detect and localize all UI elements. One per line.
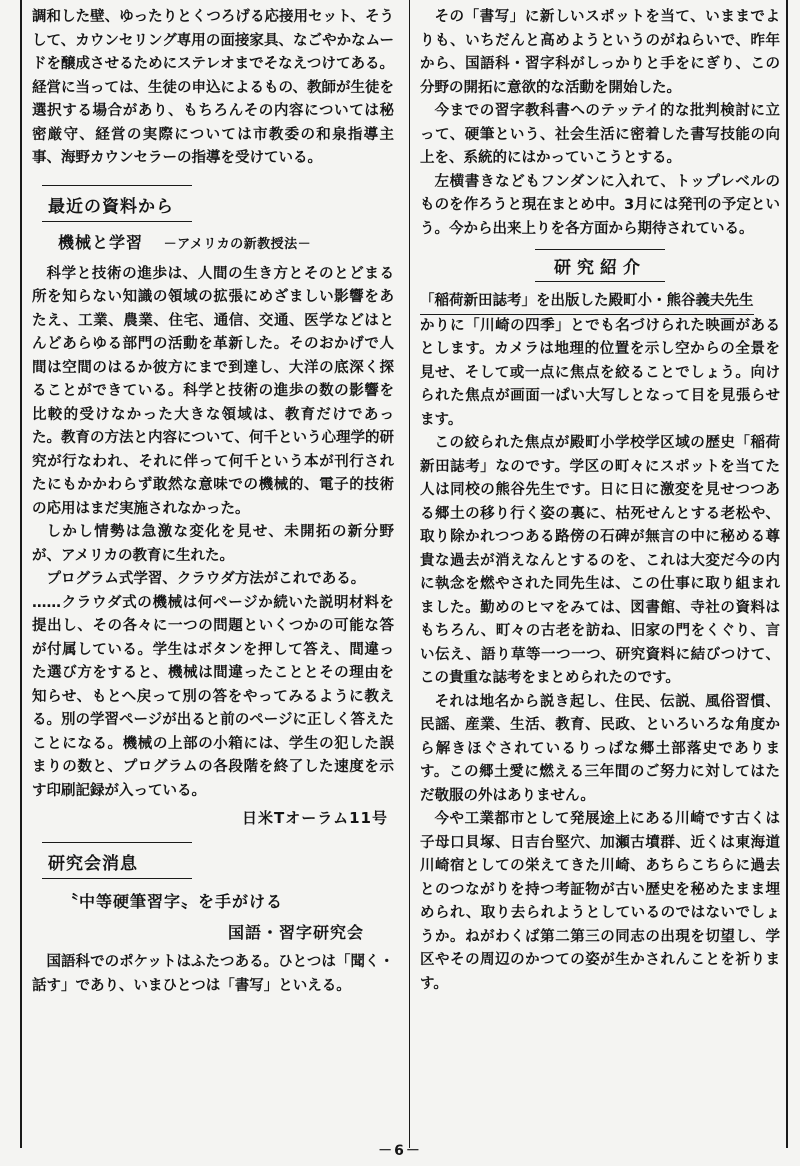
news-rule-bottom — [42, 878, 192, 879]
section-news — [42, 842, 394, 879]
news-paragraph: 国語科でのポケットはふたつある。ひとつは「聞く・話す」であり、いまひとつは「書写」といえる。 — [32, 954, 394, 994]
column-divider — [409, 0, 410, 1148]
research-rule-bottom — [535, 281, 665, 282]
research-paragraph-2: この絞られた焦点が殿町小学校学区域の歴史「稲荷新田誌考」なのです。学区の町々にスポットを当てた人は同校の熊谷先生です。日に日に激変を見せつつある郷土の移り行く姿の裏に、枯死せんとする老松や、取り除かれつつある路傍の石碑が無言の中に秘める尊貴な過去が消えなんとするのを、これは大変だ今の内に執念を燃やされた同先生は、この仕事に取り組まれました。勤めのヒマをみては、図書館、寺社の資料はもちろん、町々の古老を訪ね、旧家の門をくぐり、言い伝え、語り草等一つ一つ、研究資料に結びつけて、この貴重な誌考をまとめられたのです。 — [420, 435, 780, 686]
research-paragraph-1: かりに「川崎の四季」とでも名づけられた映画があるとします。カメラは地理的位置を示し空からの全景を見せ、そして或一点に焦点を絞ることでしょう。向けられた焦点が画面一ぱい大写しとなって目を見張らせます。 — [420, 317, 780, 428]
section-rule-bottom — [42, 221, 192, 222]
section-title: 最近の資料から — [48, 196, 174, 217]
left-column — [32, 6, 394, 998]
research-paragraph-3: それは地名から説き起し、住民、伝説、風俗習慣、民謡、産業、生活、教育、民政、といろいろな角度から解きほぐされているりっぱな郷土部落史であります。この郷土愛に燃える三年間のご努力に対してはただ敬服の外はありません。 — [420, 693, 780, 804]
article-paragraph-3: プログラム式学習、クラウダ方法がこれである。 — [46, 571, 366, 587]
research-section-title: 研究紹介 — [554, 258, 646, 278]
article-paragraph-4: ……クラウダ式の機械は何ページか続いた説明材料を提出し、その各々に一つの問題といくつかの可能な答が付属している。学生はボタンを押して答え、間違った選び方をすると、機械は間違ったこととその理由を知らせ、もとへ戻って別の答をやってみるように教える。別の学習ページが出ると前のページに正しく答えたことになる。機械の上部の小箱には、学生の犯した誤まりの数と、プログラムの各段階を終了した速度を示す印刷記録が入っている。 — [32, 594, 394, 799]
article-source: 日米Tオーラム11号 — [242, 809, 388, 827]
article-title-text: 機械と学習 — [58, 232, 144, 252]
right-column — [420, 6, 780, 996]
article-paragraph-1: 科学と技術の進歩は、人間の生き方とそのとどまる所を知らない知識の領域の拡張にめざましい影響をあたえ、工業、農業、住宅、通信、交通、医学などはとんどあらゆる部門の活動を革新した。そのおかげで人間は空間のはるか彼方にまで到達し、大洋の底深く探ることができている。科学と技術の進歩の数の影響を比較的受けなかった大きな領域は、教育だけであった。教育の方法と内容について、何千という心理学的研究が行なわれ、それに伴って何千という本が刊行されたにもかかわらず敢然な意味での機械的、電子的技術の応用はまだ実施されなかった。 — [32, 265, 394, 517]
right-paragraph-3: 左横書きなどもフンダンに入れて、トップレベルのものを作ろうと現在まとめ中。3月には発刊の予定という。今から出来上りを各方面から期待されている。 — [420, 173, 780, 237]
right-paragraph-1: その「書写」に新しいスポットを当て、いままでよりも、いちだんと高めようというのがねらいで、昨年から、国語科・習字科がしっかりと手をにぎり、この分野の開拓に意欲的な活動を開始した。 — [420, 9, 780, 96]
section-research — [420, 249, 780, 282]
article-paragraph-2: しかし情勢は急激な変化を見せ、未開拓の新分野が、アメリカの教育に生れた。 — [32, 524, 394, 564]
right-paragraph-2: 今までの習字教科書へのテッテイ的な批判検討に立って、硬筆という、社会生活に密着した書写技能の向上を、系統的にはかっていこうとする。 — [420, 103, 780, 166]
news-subtitle: 国語・習字研究会 — [227, 923, 364, 942]
article-title — [58, 230, 394, 253]
research-title: 「稲荷新田誌考」を出版した殿町小・熊谷義夫先生 — [420, 290, 754, 315]
news-section-title: 研究会消息 — [48, 854, 138, 874]
research-paragraph-4: 今や工業都市として発展途上にある川崎です古くは子母口貝塚、日吉台堅穴、加瀬古墳群、近くは東海道川崎宿としての栄えてきた川崎、あちらこちらに過去とのつながりを持つ考証物が古い歴史を秘めたまま埋められ、取り去られようとしているのではないでしょうか。ねがわくば第二第三の同志の出現を切望し、学区やその周辺のかつての姿が生かされんことを祈ります。 — [420, 811, 780, 992]
page-number: －6－ — [378, 1143, 422, 1159]
news-title: 〝中等硬筆習字〟を手がける — [62, 892, 284, 911]
section-recent-materials — [42, 185, 394, 222]
intro-paragraph: 調和した壁、ゆったりとくつろげる応接用セット、そうして、カウンセリング専用の面接家具、なごやかなムードを醸成させるためにステレオまでそなえつけてある。経営に当っては、生徒の申込によるもの、教師が生徒を選択する場合があり、もちろんその内容については秘密厳守、経営の実際については市教委の和泉指導主事、海野カウンセラーの指導を受けている。 — [32, 9, 394, 166]
article-subtitle: －アメリカの新教授法－ — [163, 236, 312, 252]
